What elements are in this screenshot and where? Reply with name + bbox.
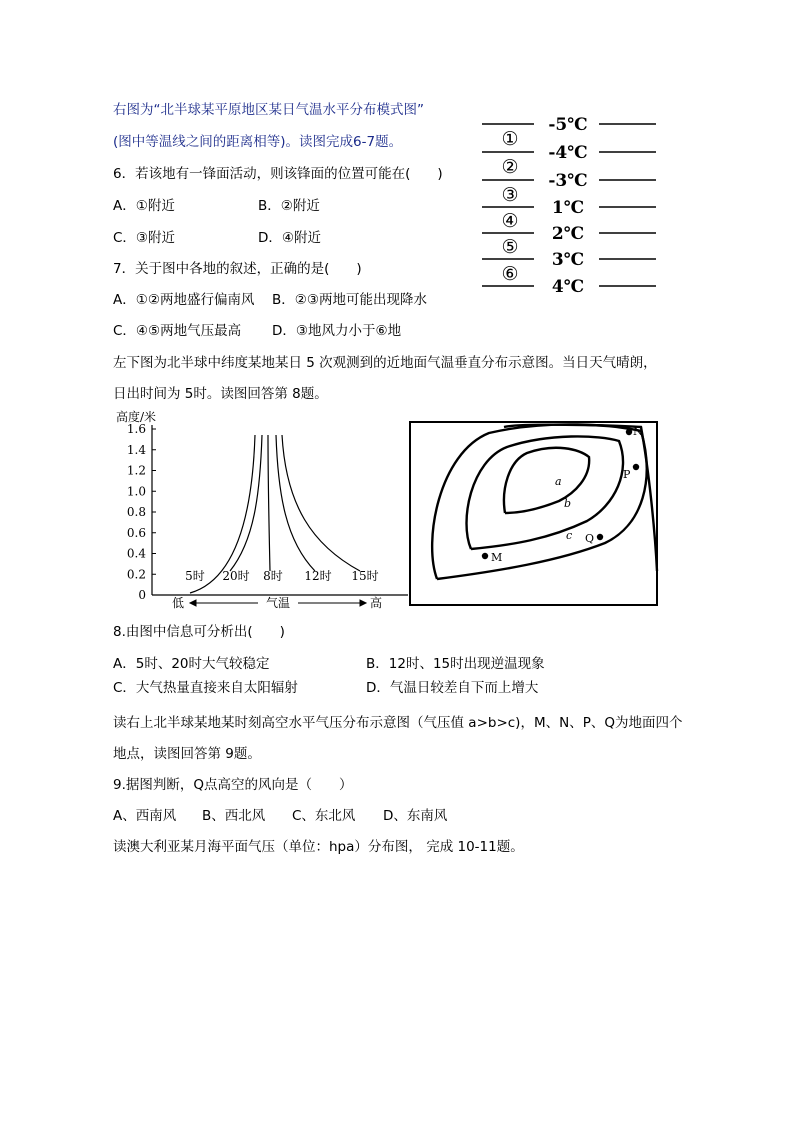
q9-option-c: C、东北风 <box>292 808 356 824</box>
chart-ylabel: 高度/米 <box>116 410 157 424</box>
series-label-12: 12时 <box>304 569 332 583</box>
curve-12 <box>276 435 315 571</box>
isotherm-zone-2: ② <box>501 156 519 178</box>
isotherm-zone-4: ④ <box>501 210 519 232</box>
y-tick-label: 1.2 <box>126 463 146 478</box>
x-high-label: 高 <box>369 596 383 610</box>
q9-option-d: D、东南风 <box>383 808 448 824</box>
series-label-20: 20时 <box>222 569 250 583</box>
y-tick-label: 0.6 <box>126 525 146 540</box>
point-q-dot <box>597 534 603 540</box>
point-m-label: M <box>491 551 503 564</box>
x-low-label: 低 <box>171 596 185 610</box>
intro3-line1: 读右上北半球某地某时刻高空水平气压分布示意图（气压值 a>b>c)，M、N、P、Q为地面四个 <box>113 715 683 731</box>
y-tick-label: 0.8 <box>126 505 146 519</box>
point-q-label: Q <box>585 532 595 545</box>
isotherm-temp-5: 2℃ <box>551 224 585 244</box>
series-label-5: 5时 <box>185 569 205 583</box>
x-axis-label: 气温 <box>265 596 291 610</box>
point-m-dot <box>482 553 488 559</box>
intro3-line2: 地点，读图回答第 9题。 <box>113 746 261 762</box>
point-p-label: P <box>623 468 631 481</box>
isotherm-temp-1: -5℃ <box>548 115 588 135</box>
y-tick-label: 1.0 <box>126 484 146 499</box>
q7-option-a: A．①②两地盛行偏南风 <box>113 292 255 308</box>
intro2-line1: 左下图为北半球中纬度某地某日 5 次观测到的近地面气温垂直分布示意图。当日天气晴朗， <box>113 355 657 371</box>
q7-stem: 7．关于图中各地的叙述，正确的是( ) <box>113 261 362 277</box>
isotherm-figure <box>480 108 665 298</box>
q8-option-a: A．5时、20时大气较稳定 <box>113 656 270 672</box>
isotherm-temp-2: -4℃ <box>548 143 588 163</box>
isotherm-zone-3: ③ <box>501 184 519 206</box>
q8-option-c: C．大气热量直接来自太阳辐射 <box>113 680 298 696</box>
q6-option-d: D．④附近 <box>258 230 321 246</box>
isotherm-zone-5: ⑤ <box>501 236 519 258</box>
isobar-label-c: c <box>566 529 573 542</box>
q6-option-c: C．③附近 <box>113 230 176 246</box>
intro1-line2: (图中等温线之间的距离相等)。读图完成6-7题。 <box>113 134 403 150</box>
isobar-label-b: b <box>564 497 572 510</box>
q7-option-b: B．②③两地可能出现降水 <box>272 292 427 308</box>
isotherm-temp-4: 1℃ <box>551 198 585 218</box>
curve-15 <box>282 435 360 571</box>
y-tick-label: 0 <box>138 588 146 602</box>
q9-option-b: B、西北风 <box>202 808 266 824</box>
isobar-figure <box>409 421 659 607</box>
series-label-8: 8时 <box>263 569 283 583</box>
isobar-label-a: a <box>555 475 562 488</box>
temperature-vertical-chart <box>110 405 410 610</box>
q6-option-a: A．①附近 <box>113 198 175 214</box>
q9-option-a: A、西南风 <box>113 808 177 824</box>
y-tick-label: 0.4 <box>126 546 146 561</box>
isotherm-temp-6: 3℃ <box>551 250 585 270</box>
q7-option-d: D．③地风力小于⑥地 <box>272 323 402 339</box>
q8-stem: 8.由图中信息可分析出( ) <box>113 624 285 640</box>
isotherm-temp-7: 4℃ <box>551 277 585 297</box>
q8-option-b: B．12时、15时出现逆温现象 <box>366 656 545 672</box>
isotherm-zone-1: ① <box>501 128 519 150</box>
series-label-15: 15时 <box>351 569 379 583</box>
intro1-line1: 右图为“北半球某平原地区某日气温水平分布模式图” <box>113 102 424 118</box>
point-n-label: N <box>633 425 643 438</box>
q9-stem: 9.据图判断，Q点高空的风向是（ ） <box>113 777 353 793</box>
curve-8 <box>268 435 270 571</box>
intro4-line1: 读澳大利亚某月海平面气压（单位：hpa）分布图， 完成 10-11题。 <box>113 839 524 855</box>
q7-option-c: C．④⑤两地气压最高 <box>113 323 242 339</box>
curve-20 <box>230 435 262 571</box>
isotherm-zone-6: ⑥ <box>501 263 519 285</box>
q8-option-d: D．气温日较差自下而上增大 <box>366 680 539 696</box>
isotherm-temp-3: -3℃ <box>548 171 588 191</box>
intro2-line2: 日出时间为 5时。读图回答第 8题。 <box>113 386 328 402</box>
point-n-dot <box>626 429 632 435</box>
q6-option-b: B．②附近 <box>258 198 320 214</box>
y-tick-label: 1.6 <box>126 422 146 436</box>
y-tick-label: 1.4 <box>126 442 146 457</box>
y-tick-label: 0.2 <box>126 567 146 582</box>
q6-stem: 6．若该地有一锋面活动，则该锋面的位置可能在( ) <box>113 166 443 182</box>
point-p-dot <box>633 464 639 470</box>
